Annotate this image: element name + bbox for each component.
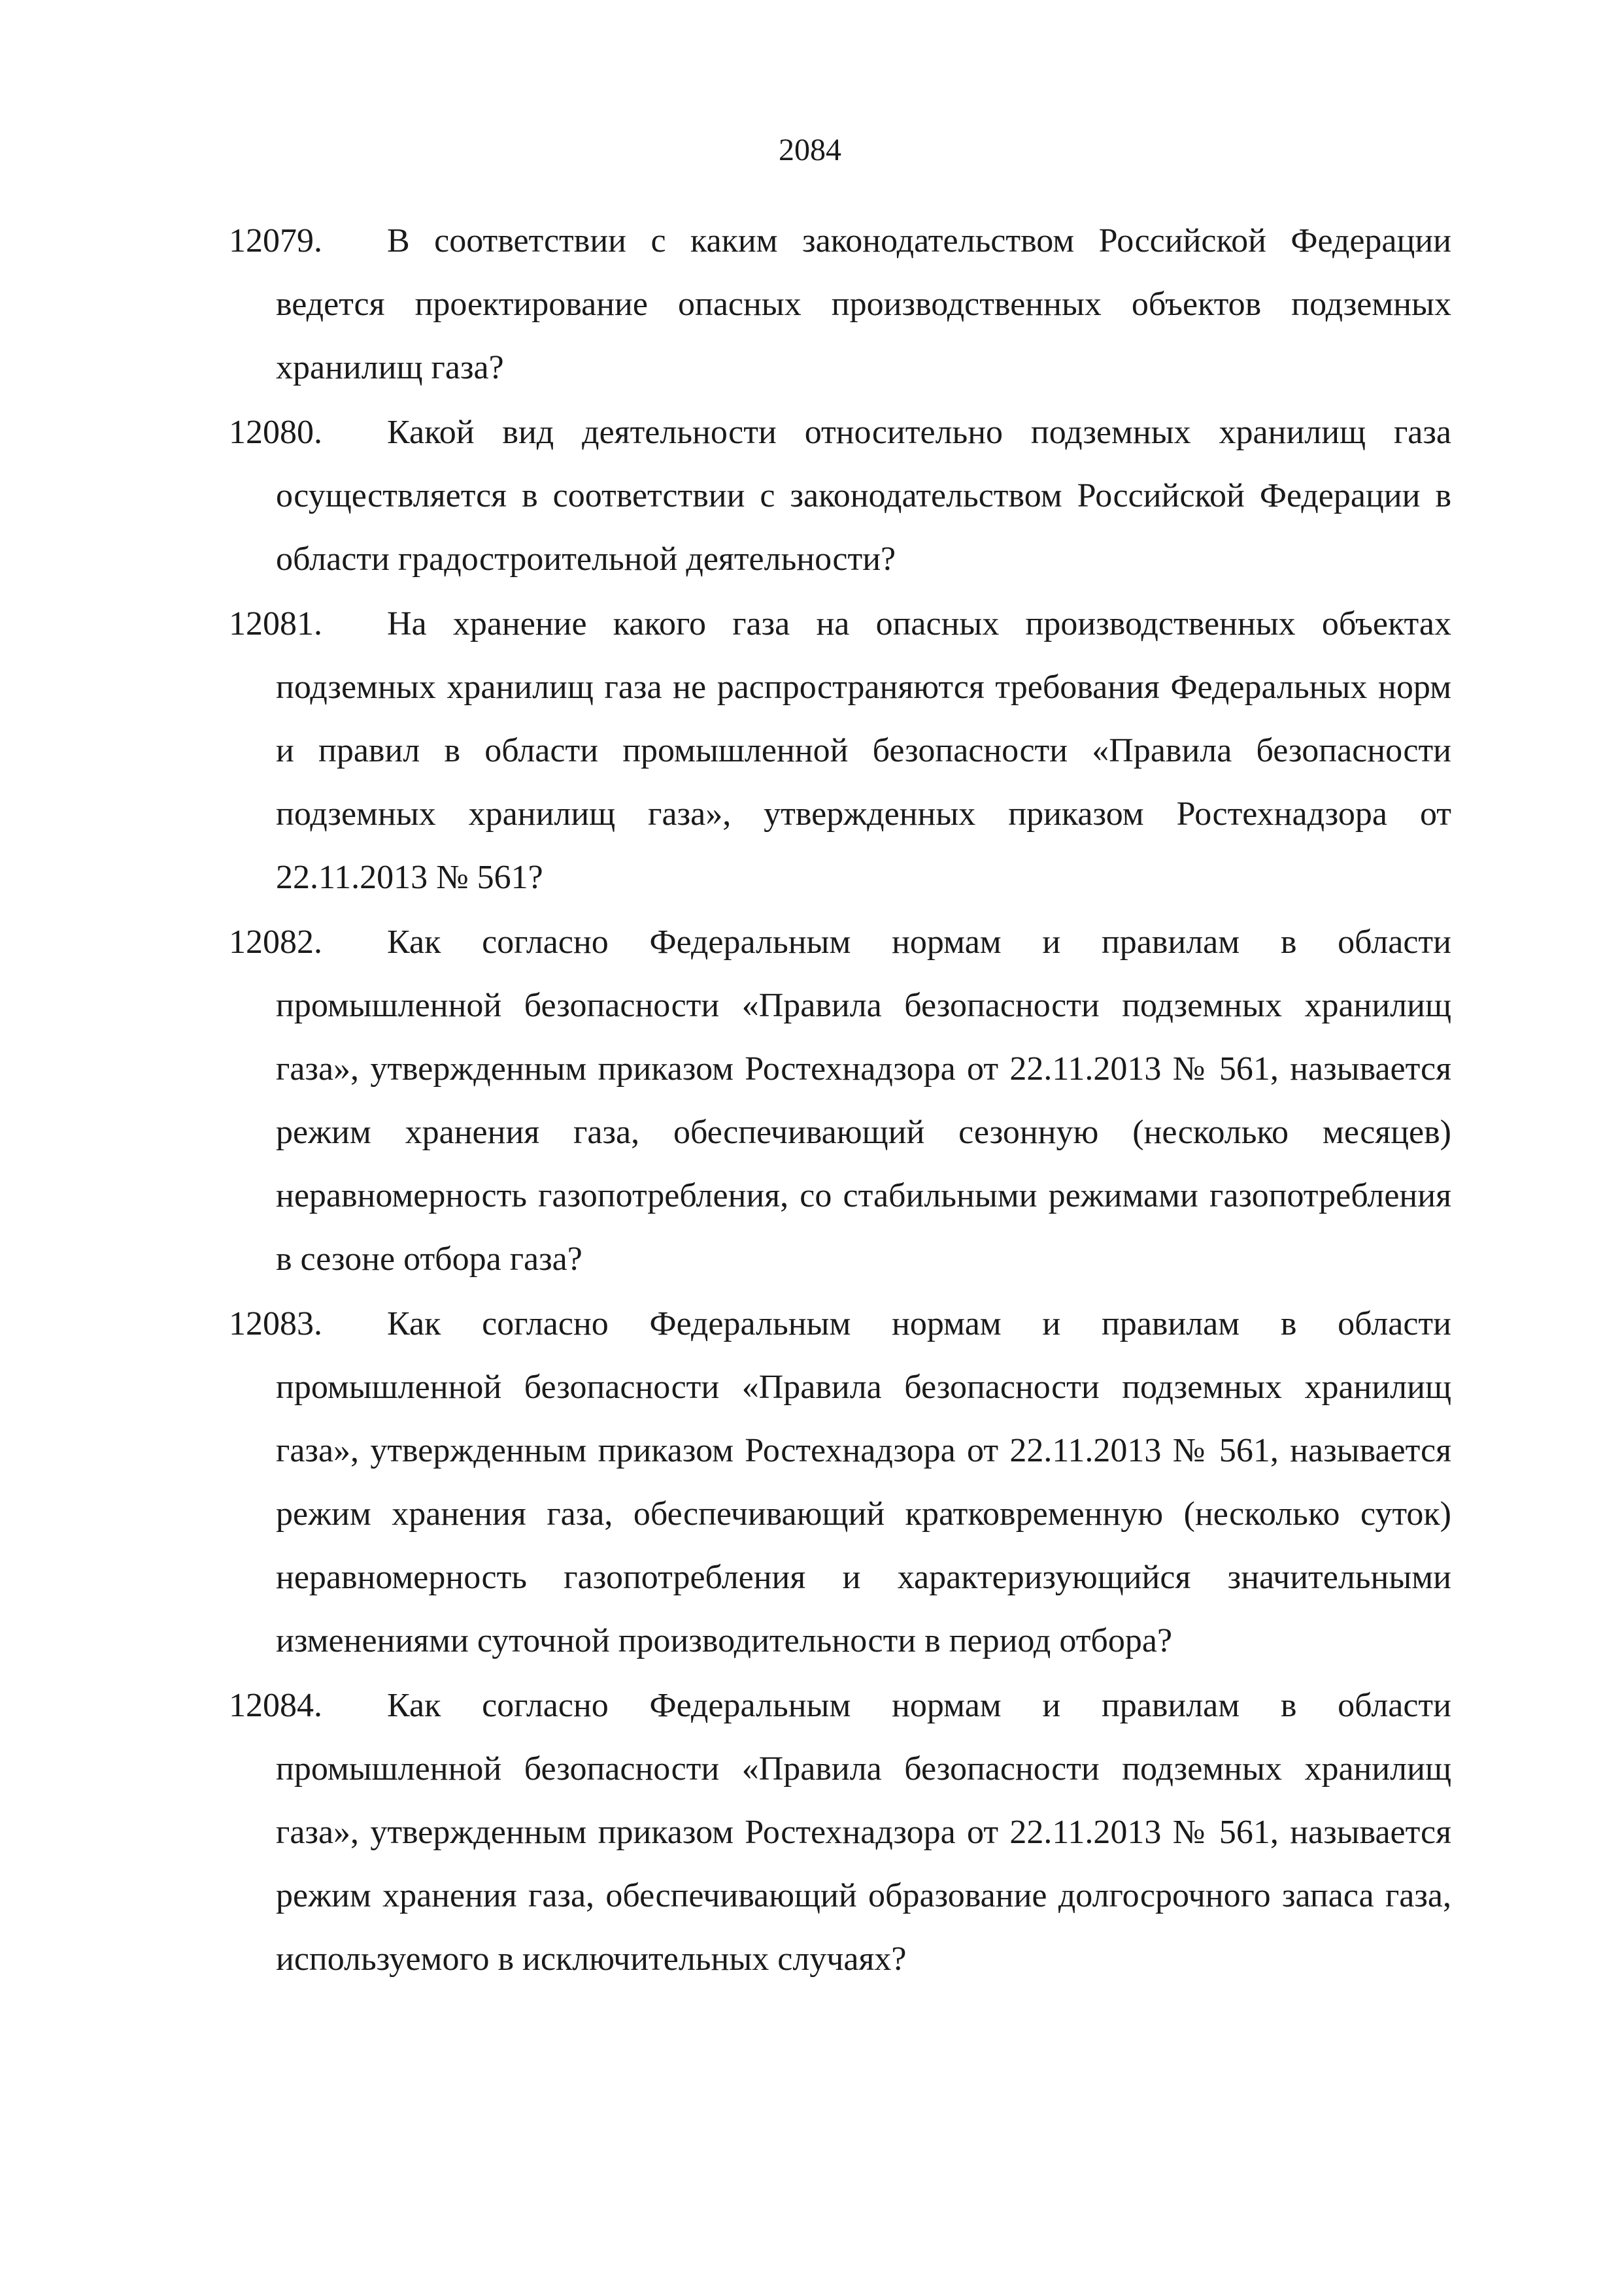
question-12081 — [229, 592, 1451, 909]
question-number: 12080. — [229, 414, 322, 451]
question-number: 12084. — [229, 1687, 322, 1724]
question-list — [229, 209, 1451, 1992]
question-number: 12083. — [229, 1305, 322, 1342]
question-text: Как согласно Федеральным нормам и правилам в области промышленной безопасности «Правила безопасности подземных хранилищ газа», утвержденным приказом Ростехнадзора от 22.11.2013 № 561, называется режим хранения газа, обеспечивающий сезонную (несколько месяцев) неравномерность газопотребления, со стабильными режимами газопотребления в сезоне отбора газа? — [276, 923, 1451, 1278]
question-text: Какой вид деятельности относительно подземных хранилищ газа осуществляется в соответствии с законодательством Российской Федерации в области градостроительной деятельности? — [276, 414, 1451, 578]
question-text: На хранение какого газа на опасных производственных объектах подземных хранилищ газа не распространяются требования Федеральных норм и правил в области промышленной безопасности «Правила безопасности подземных хранилищ газа», утвержденных приказом Ростехнадзора от 22.11.2013 № 561? — [276, 605, 1451, 896]
question-12080 — [229, 401, 1451, 591]
question-number: 12079. — [229, 222, 322, 259]
page-number: 2084 — [779, 133, 841, 167]
question-number: 12082. — [229, 923, 322, 961]
question-12083 — [229, 1292, 1451, 1672]
question-text: Как согласно Федеральным нормам и правилам в области промышленной безопасности «Правила безопасности подземных хранилищ газа», утвержденным приказом Ростехнадзора от 22.11.2013 № 561, называется режим хранения газа, обеспечивающий образование долгосрочного запаса газа, используемого в исключительных случаях? — [276, 1687, 1451, 1978]
question-12084 — [229, 1674, 1451, 1991]
question-text: В соответствии с каким законодательством Российской Федерации ведется проектирование опасных производственных объектов подземных хранилищ газа? — [276, 222, 1451, 386]
question-12079 — [229, 209, 1451, 399]
question-text: Как согласно Федеральным нормам и правилам в области промышленной безопасности «Правила безопасности подземных хранилищ газа», утвержденным приказом Ростехнадзора от 22.11.2013 № 561, называется режим хранения газа, обеспечивающий кратковременную (несколько суток) неравномерность газопотребления и характеризующийся значительными изменениями суточной производительности в период отбора? — [276, 1305, 1451, 1659]
question-12082 — [229, 910, 1451, 1291]
question-number: 12081. — [229, 605, 322, 642]
